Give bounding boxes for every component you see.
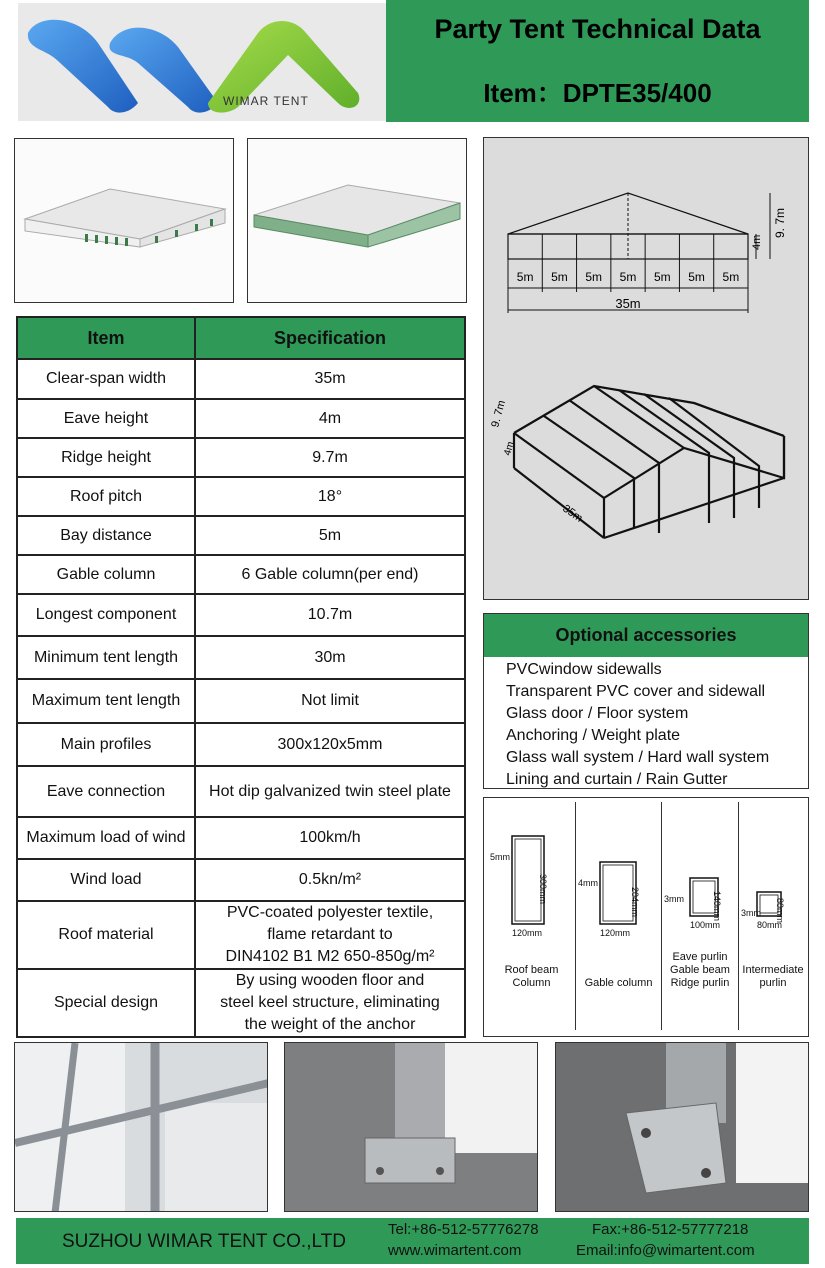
iso-frame bbox=[514, 386, 784, 538]
spec-value: 10.7m bbox=[195, 594, 465, 636]
spec-value: 100km/h bbox=[195, 817, 465, 859]
spec-value: 35m bbox=[195, 359, 465, 399]
table-row bbox=[17, 723, 465, 766]
profile-wall: 5mm bbox=[490, 852, 510, 862]
bay-label: 5m bbox=[585, 270, 603, 284]
table-row bbox=[17, 901, 465, 969]
spec-item: Minimum tent length bbox=[17, 636, 195, 679]
table-row bbox=[17, 636, 465, 679]
brand-text: WIMAR TENT bbox=[223, 94, 309, 108]
profile-column bbox=[739, 802, 807, 1030]
profile-name: Eave purlin Gable beam Ridge purlin bbox=[670, 951, 730, 989]
accessory-item: Transparent PVC cover and sidewall bbox=[506, 683, 766, 700]
profile-wall: 3mm bbox=[741, 908, 761, 918]
accessory-item: Glass wall system / Hard wall system bbox=[506, 749, 770, 766]
profile-column bbox=[488, 802, 576, 1030]
eave-label: 4m bbox=[751, 234, 763, 250]
tent-elevation-diagram bbox=[484, 138, 810, 601]
spec-table bbox=[16, 316, 466, 1038]
spec-item: Wind load bbox=[17, 859, 195, 901]
spec-item: Clear-span width bbox=[17, 359, 195, 399]
footer-website[interactable]: www.wimartent.com bbox=[388, 1242, 522, 1259]
spec-value: By using wooden floor and steel keel structure, eliminating the weight of the anchor bbox=[195, 969, 465, 1037]
profiles-panel bbox=[483, 797, 809, 1037]
profile-width: 120mm bbox=[512, 928, 543, 938]
bay-label: 5m bbox=[619, 270, 637, 284]
tent-photo-glass bbox=[247, 138, 467, 303]
table-row bbox=[17, 399, 465, 438]
profile-name: Gable column bbox=[584, 977, 653, 989]
spec-item: Bay distance bbox=[17, 516, 195, 555]
iso-ridge-label: 9. 7m bbox=[489, 399, 509, 429]
company-logo bbox=[18, 3, 386, 121]
spec-item: Special design bbox=[17, 969, 195, 1037]
accessory-item: Anchoring / Weight plate bbox=[506, 727, 681, 744]
table-row bbox=[17, 817, 465, 859]
accessory-item: Lining and curtain / Rain Gutter bbox=[506, 771, 728, 788]
accessories-title: Optional accessories bbox=[484, 614, 808, 657]
accessories-panel bbox=[483, 613, 809, 789]
accessories-list bbox=[484, 657, 808, 791]
width-label: 35m bbox=[615, 296, 641, 311]
spec-item: Eave connection bbox=[17, 766, 195, 817]
profile-width: 100mm bbox=[690, 920, 721, 930]
profile-height: 300mm bbox=[538, 874, 548, 905]
bay-label: 5m bbox=[722, 270, 740, 284]
profile-height: 204mm bbox=[630, 887, 640, 918]
profile-column bbox=[662, 802, 739, 1030]
table-row bbox=[17, 477, 465, 516]
profile-column bbox=[576, 802, 662, 1030]
title-banner bbox=[386, 0, 809, 122]
table-row bbox=[17, 969, 465, 1037]
spec-item: Maximum tent length bbox=[17, 679, 195, 723]
photo-frame-interior bbox=[14, 1042, 268, 1212]
iso-eave-label: 4m bbox=[502, 440, 517, 457]
table-row bbox=[17, 359, 465, 399]
table-row bbox=[17, 594, 465, 636]
spec-item: Roof pitch bbox=[17, 477, 195, 516]
profile-width: 80mm bbox=[757, 920, 783, 930]
table-row bbox=[17, 859, 465, 901]
table-row bbox=[17, 555, 465, 594]
spec-item: Maximum load of wind bbox=[17, 817, 195, 859]
spec-item: Roof material bbox=[17, 901, 195, 969]
photo-door-anchor bbox=[284, 1042, 538, 1212]
spec-value: 4m bbox=[195, 399, 465, 438]
tent-photo-white bbox=[14, 138, 234, 303]
footer-fax: Fax:+86-512-57777218 bbox=[592, 1221, 749, 1238]
table-row bbox=[17, 516, 465, 555]
header-item: Item bbox=[17, 317, 195, 359]
table-row bbox=[17, 438, 465, 477]
spec-value: 5m bbox=[195, 516, 465, 555]
accessory-item: Glass door / Floor system bbox=[506, 705, 689, 722]
profile-name: Roof beam Column bbox=[504, 964, 559, 989]
spec-item: Gable column bbox=[17, 555, 195, 594]
profile-name: Intermediate purlin bbox=[742, 964, 804, 989]
page-title: Party Tent Technical Data bbox=[434, 14, 761, 44]
wimar-logo-mark bbox=[18, 3, 386, 121]
footer-tel: Tel:+86-512-57776278 bbox=[388, 1221, 539, 1238]
footer-email[interactable]: Email:info@wimartent.com bbox=[576, 1242, 755, 1259]
bay-label: 5m bbox=[653, 270, 671, 284]
ridge-label: 9. 7m bbox=[773, 207, 787, 238]
bay-label: 5m bbox=[516, 270, 534, 284]
spec-item: Ridge height bbox=[17, 438, 195, 477]
spec-table-header bbox=[17, 317, 465, 359]
spec-value: 6 Gable column(per end) bbox=[195, 555, 465, 594]
spec-value: Hot dip galvanized twin steel plate bbox=[195, 766, 465, 817]
spec-value: 300x120x5mm bbox=[195, 723, 465, 766]
spec-item: Main profiles bbox=[17, 723, 195, 766]
bay-label: 5m bbox=[688, 270, 705, 284]
item-code: Item：DPTE35/400 bbox=[483, 78, 712, 108]
profile-height: 80mm bbox=[775, 898, 785, 924]
accessory-item: PVCwindow sidewalls bbox=[506, 661, 662, 678]
spec-value: PVC-coated polyester textile, flame retardant to DIN4102 B1 M2 650-850g/m² bbox=[195, 901, 465, 969]
spec-item: Longest component bbox=[17, 594, 195, 636]
footer bbox=[16, 1218, 809, 1264]
spec-value: 18° bbox=[195, 477, 465, 516]
table-row bbox=[17, 679, 465, 723]
profile-height: 140mm bbox=[712, 891, 722, 922]
spec-value: Not limit bbox=[195, 679, 465, 723]
profile-wall: 3mm bbox=[664, 894, 684, 904]
table-row bbox=[17, 766, 465, 817]
spec-item: Eave height bbox=[17, 399, 195, 438]
footer-company: SUZHOU WIMAR TENT CO.,LTD bbox=[62, 1231, 346, 1252]
spec-value: 0.5kn/m² bbox=[195, 859, 465, 901]
photo-base-plate bbox=[555, 1042, 809, 1212]
tent-drawing bbox=[483, 137, 809, 600]
iso-length-label: 35m bbox=[560, 502, 585, 525]
profile-wall: 4mm bbox=[578, 878, 598, 888]
profile-width: 120mm bbox=[600, 928, 631, 938]
header-specification: Specification bbox=[195, 317, 465, 359]
spec-value: 9.7m bbox=[195, 438, 465, 477]
spec-value: 30m bbox=[195, 636, 465, 679]
bay-label: 5m bbox=[551, 270, 568, 284]
